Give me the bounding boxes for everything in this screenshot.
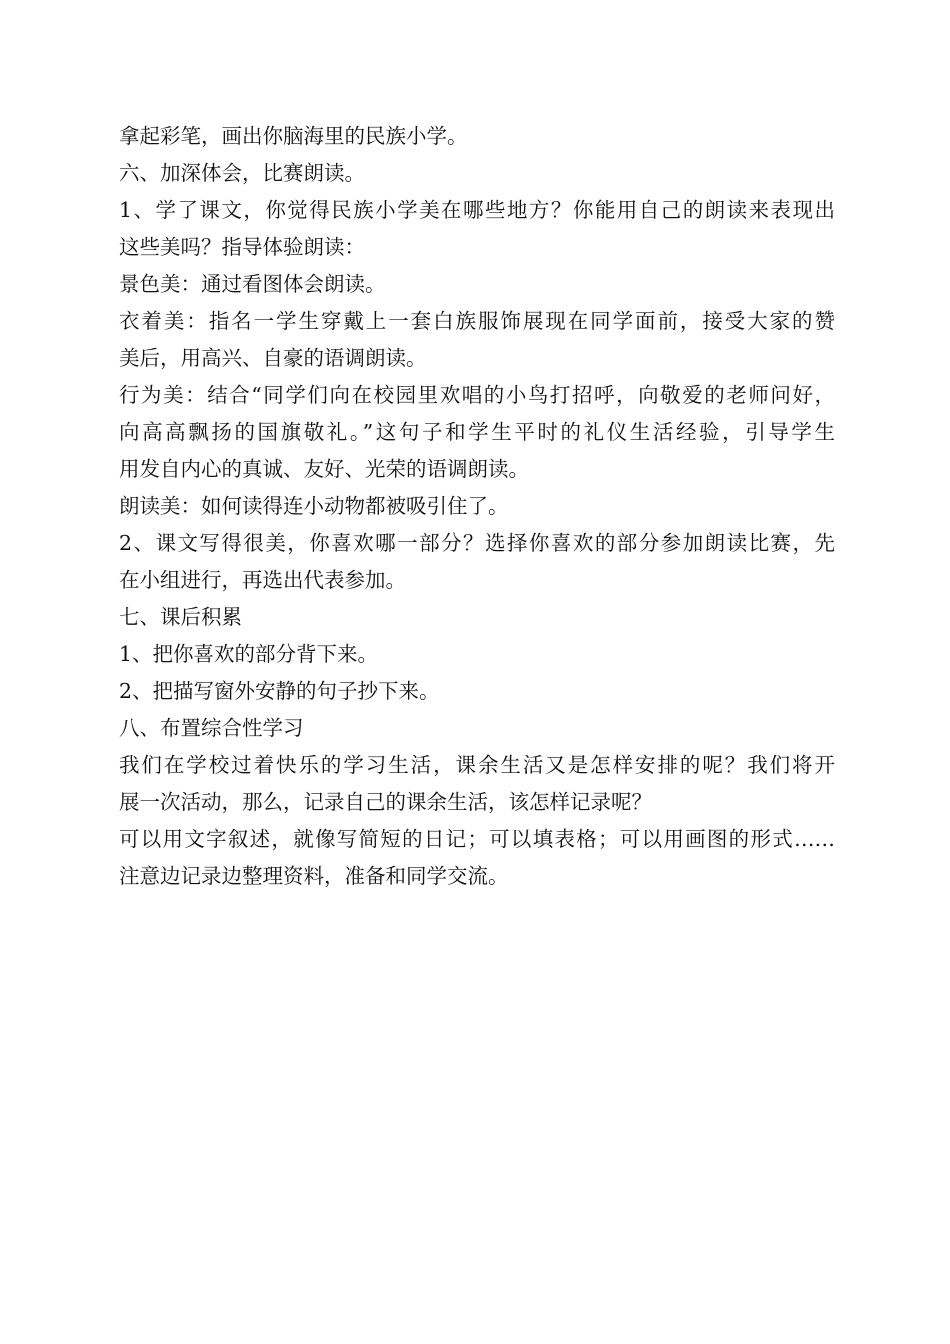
text-line: 2、课文写得很美，你喜欢哪一部分？选择你喜欢的部分参加朗读比赛，先: [119, 531, 835, 555]
text-line: 1、把你喜欢的部分背下来。: [119, 642, 379, 666]
text-line: 注意边记录边整理资料，准备和同学交流。: [119, 864, 509, 888]
section-heading: 六、加深体会，比赛朗读。: [119, 161, 365, 185]
section-heading: 七、课后积累: [119, 605, 242, 629]
text-line: 2、把描写窗外安静的句子抄下来。: [119, 679, 440, 703]
text-line: 景色美：通过看图体会朗读。: [119, 272, 386, 296]
document-body: [119, 118, 835, 895]
text-line: 在小组进行，再选出代表参加。: [119, 568, 406, 592]
text-line: 这些美吗？指导体验朗读：: [119, 235, 365, 259]
text-line: 展一次活动，那么，记录自己的课余生活，该怎样记录呢？: [119, 790, 652, 814]
text-line: 向高高飘扬的国旗敬礼。”这句子和学生平时的礼仪生活经验，引导学生: [119, 420, 835, 444]
text-line: 拿起彩笔，画出你脑海里的民族小学。: [119, 124, 468, 148]
section-heading: 八、布置综合性学习: [119, 716, 304, 740]
text-line: 朗读美：如何读得连小动物都被吸引住了。: [119, 494, 509, 518]
text-line: 我们在学校过着快乐的学习生活，课余生活又是怎样安排的呢？我们将开: [119, 753, 835, 777]
text-line: 1、学了课文，你觉得民族小学美在哪些地方？你能用自己的朗读来表现出: [119, 198, 835, 222]
text-line: 用发自内心的真诚、友好、光荣的语调朗读。: [119, 457, 529, 481]
text-line: 行为美：结合“同学们向在校园里欢唱的小鸟打招呼，向敬爱的老师问好，: [119, 383, 835, 407]
text-line: 可以用文字叙述，就像写简短的日记；可以填表格；可以用画图的形式……: [119, 827, 835, 851]
text-line: 衣着美：指名一学生穿戴上一套白族服饰展现在同学面前，接受大家的赞: [119, 309, 835, 333]
text-line: 美后，用高兴、自豪的语调朗读。: [119, 346, 427, 370]
